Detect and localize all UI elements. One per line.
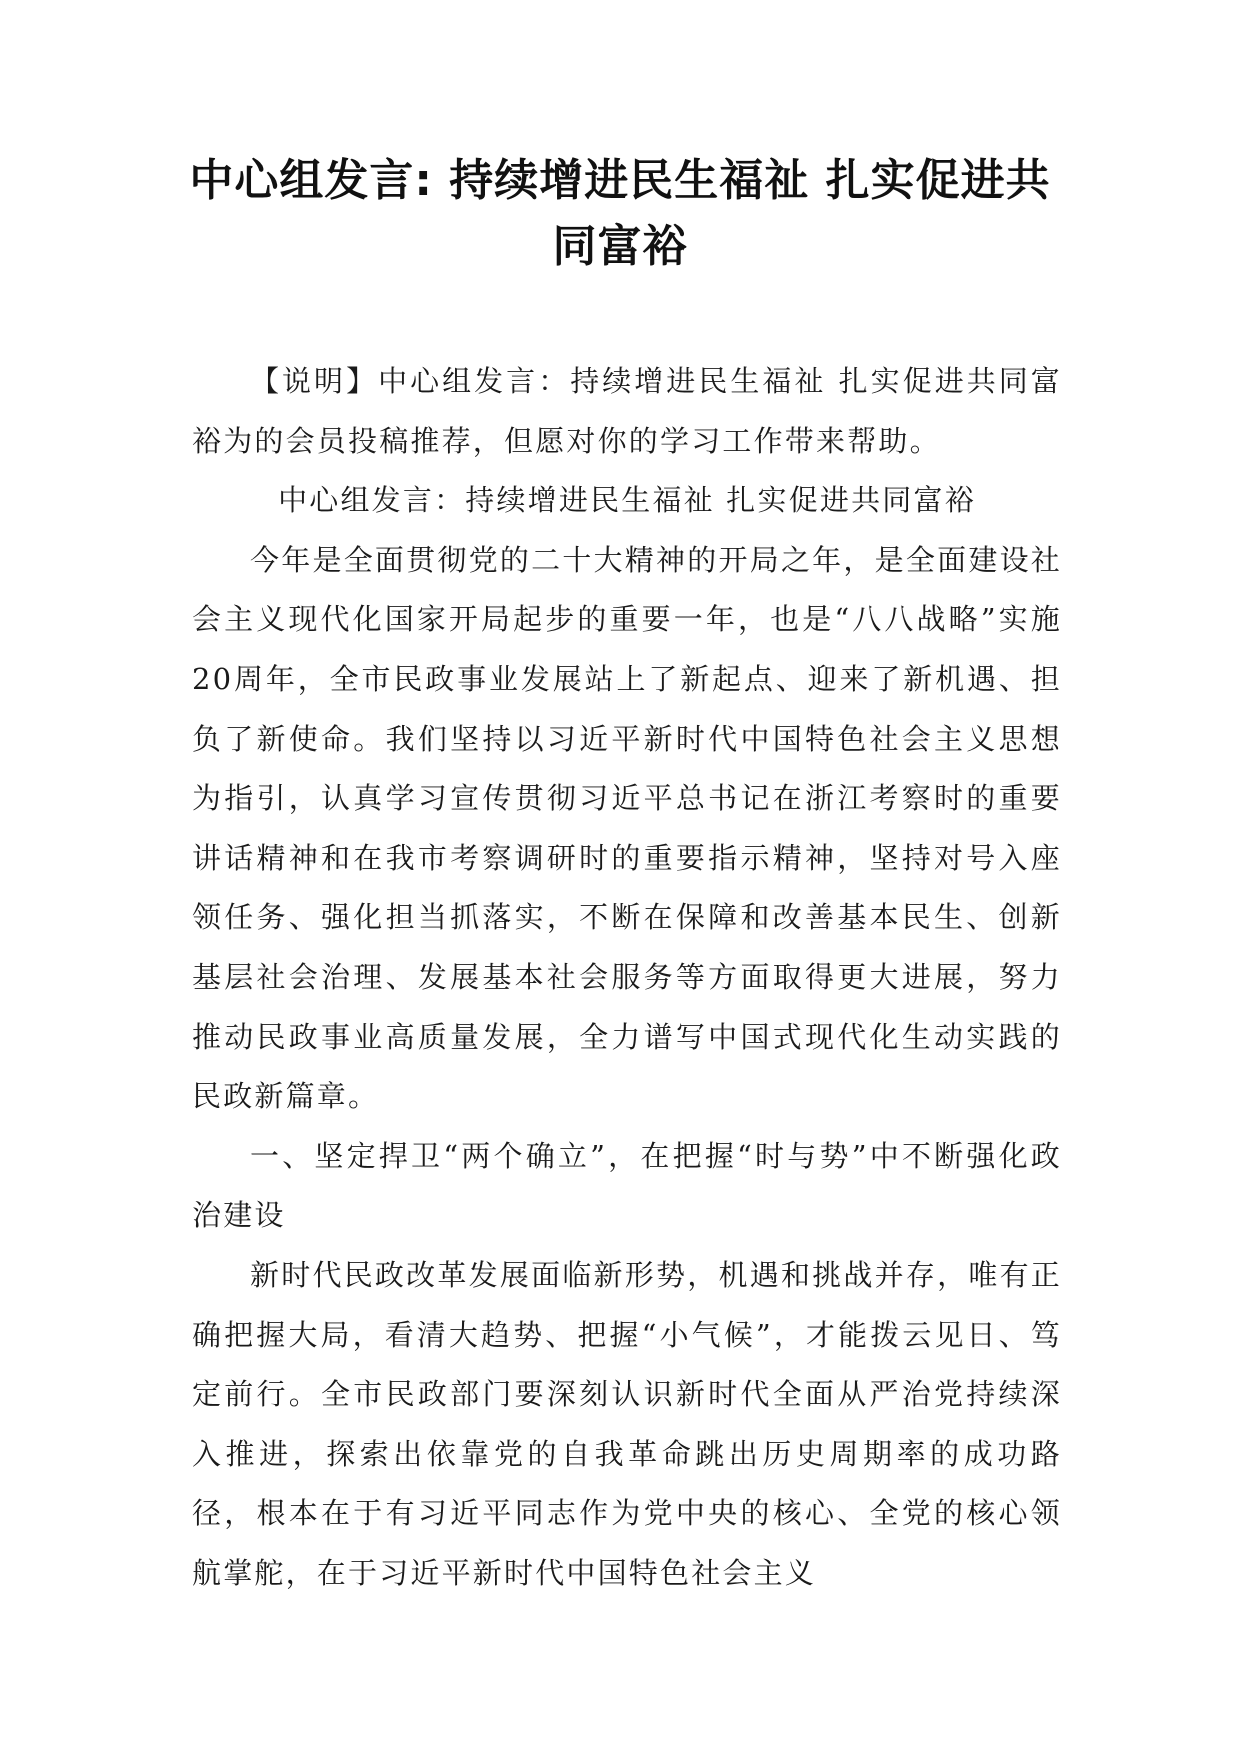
section-heading: 一、坚定捍卫“两个确立”，在把握“时与势”中不断强化政治建设 <box>192 1138 1062 1233</box>
document-body <box>192 352 1062 1603</box>
document-subtitle: 中心组发言：持续增进民生福祉 扎实促进共同富裕 <box>278 483 976 518</box>
body-paragraph: 新时代民政改革发展面临新形势，机遇和挑战并存，唯有正确把握大局，看清大趋势、把握“小气候”，才能拨云见日、笃定前行。全市民政部门要深刻认识新时代全面从严治党持续深入推进，探索出依靠党的自我革命跳出历史周期率的成功路径，根本在于有习近平同志作为党中央的核心、全党的核心领航掌舵，在于习近平新时代中国特色社会主义 <box>192 1257 1062 1590</box>
body-paragraph: 今年是全面贯彻党的二十大精神的开局之年，是全面建设社会主义现代化国家开局起步的重要一年，也是“八八战略”实施20周年，全市民政事业发展站上了新起点、迎来了新机遇、担负了新使命。我们坚持以习近平新时代中国特色社会主义思想为指引，认真学习宣传贯彻习近平总书记在浙江考察时的重要讲话精神和在我市考察调研时的重要指示精神，坚持对号入座领任务、强化担当抓落实，不断在保障和改善基本民生、创新基层社会治理、发展基本社会服务等方面取得更大进展，努力推动民政事业高质量发展，全力谱写中国式现代化生动实践的民政新篇章。 <box>192 542 1062 1114</box>
intro-note: 【说明】中心组发言：持续增进民生福祉 扎实促进共同富裕为的会员投稿推荐，但愿对你的学习工作带来帮助。 <box>192 364 1062 458</box>
document-title: 中心组发言: 持续增进民生福祉 扎实促进共同富裕 <box>189 155 1051 272</box>
